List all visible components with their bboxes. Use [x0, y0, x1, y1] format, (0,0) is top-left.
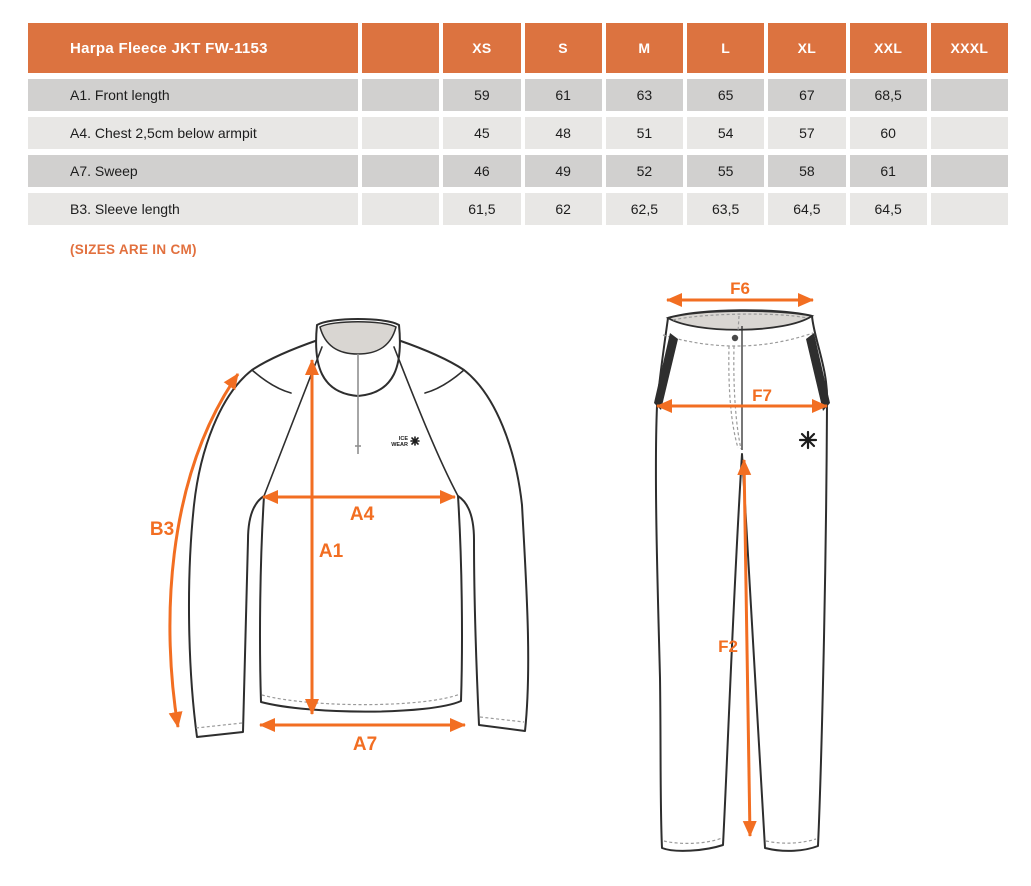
- cell-a1-xl: 67: [768, 79, 845, 111]
- cell-a7-xxl: 61: [850, 155, 927, 187]
- row-label-a4: A4. Chest 2,5cm below armpit: [28, 117, 358, 149]
- cell-b3-xxxl: [931, 193, 1008, 225]
- cell-b3-xl: 64,5: [768, 193, 845, 225]
- cell-a4-xs: 45: [443, 117, 520, 149]
- cell-a1-xxxl: [931, 79, 1008, 111]
- a7-label: A7: [352, 734, 378, 755]
- col-header-xs: XS: [443, 23, 520, 73]
- cell-a1-l: 65: [687, 79, 764, 111]
- col-header-s: S: [525, 23, 602, 73]
- cell-a7-m: 52: [606, 155, 683, 187]
- col-header-l: L: [687, 23, 764, 73]
- cell-a4-xxxl: [931, 117, 1008, 149]
- cell-a1-m: 63: [606, 79, 683, 111]
- cell-a7-s: 49: [525, 155, 602, 187]
- pants-snowflake-icon: [800, 432, 816, 448]
- cell-a4-m: 51: [606, 117, 683, 149]
- f2-label: F2: [718, 637, 738, 656]
- cell-a7-l: 55: [687, 155, 764, 187]
- cell-b3-s: 62: [525, 193, 602, 225]
- cell-a7-xs: 46: [443, 155, 520, 187]
- table-title: Harpa Fleece JKT FW-1153: [28, 23, 358, 73]
- cell-b3-xs: 61,5: [443, 193, 520, 225]
- cell-a4-spacer: [362, 117, 439, 149]
- cell-a1-s: 61: [525, 79, 602, 111]
- cell-b3-l: 63,5: [687, 193, 764, 225]
- size-table: [28, 23, 1008, 225]
- col-header-xxxl: XXXL: [931, 23, 1008, 73]
- cell-b3-spacer: [362, 193, 439, 225]
- cell-a4-l: 54: [687, 117, 764, 149]
- cell-a4-xxl: 60: [850, 117, 927, 149]
- pants-drawing: [645, 278, 840, 863]
- a4-label: A4: [349, 504, 375, 525]
- sizes-unit-note: (SIZES ARE IN CM): [70, 242, 197, 257]
- cell-a1-xs: 59: [443, 79, 520, 111]
- col-header-xxl: XXL: [850, 23, 927, 73]
- cell-a7-xl: 58: [768, 155, 845, 187]
- table-header-spacer: [362, 23, 439, 73]
- jacket-drawing: [140, 290, 570, 768]
- col-header-m: M: [606, 23, 683, 73]
- f7-label: F7: [752, 386, 772, 405]
- row-label-a1: A1. Front length: [28, 79, 358, 111]
- cell-a1-xxl: 68,5: [850, 79, 927, 111]
- logo-snowflake-icon: [411, 437, 419, 445]
- row-label-b3: B3. Sleeve length: [28, 193, 358, 225]
- cell-a4-s: 48: [525, 117, 602, 149]
- cell-b3-m: 62,5: [606, 193, 683, 225]
- cell-a7-spacer: [362, 155, 439, 187]
- a1-label: A1: [318, 541, 344, 562]
- col-header-xl: XL: [768, 23, 845, 73]
- cell-a1-spacer: [362, 79, 439, 111]
- svg-text:WEAR: WEAR: [391, 442, 408, 448]
- row-label-a7: A7. Sweep: [28, 155, 358, 187]
- f6-label: F6: [730, 279, 750, 298]
- b3-label: B3: [149, 519, 175, 540]
- cell-a7-xxxl: [931, 155, 1008, 187]
- cell-b3-xxl: 64,5: [850, 193, 927, 225]
- cell-a4-xl: 57: [768, 117, 845, 149]
- pants-button: [732, 335, 738, 341]
- svg-text:ICE: ICE: [398, 436, 408, 442]
